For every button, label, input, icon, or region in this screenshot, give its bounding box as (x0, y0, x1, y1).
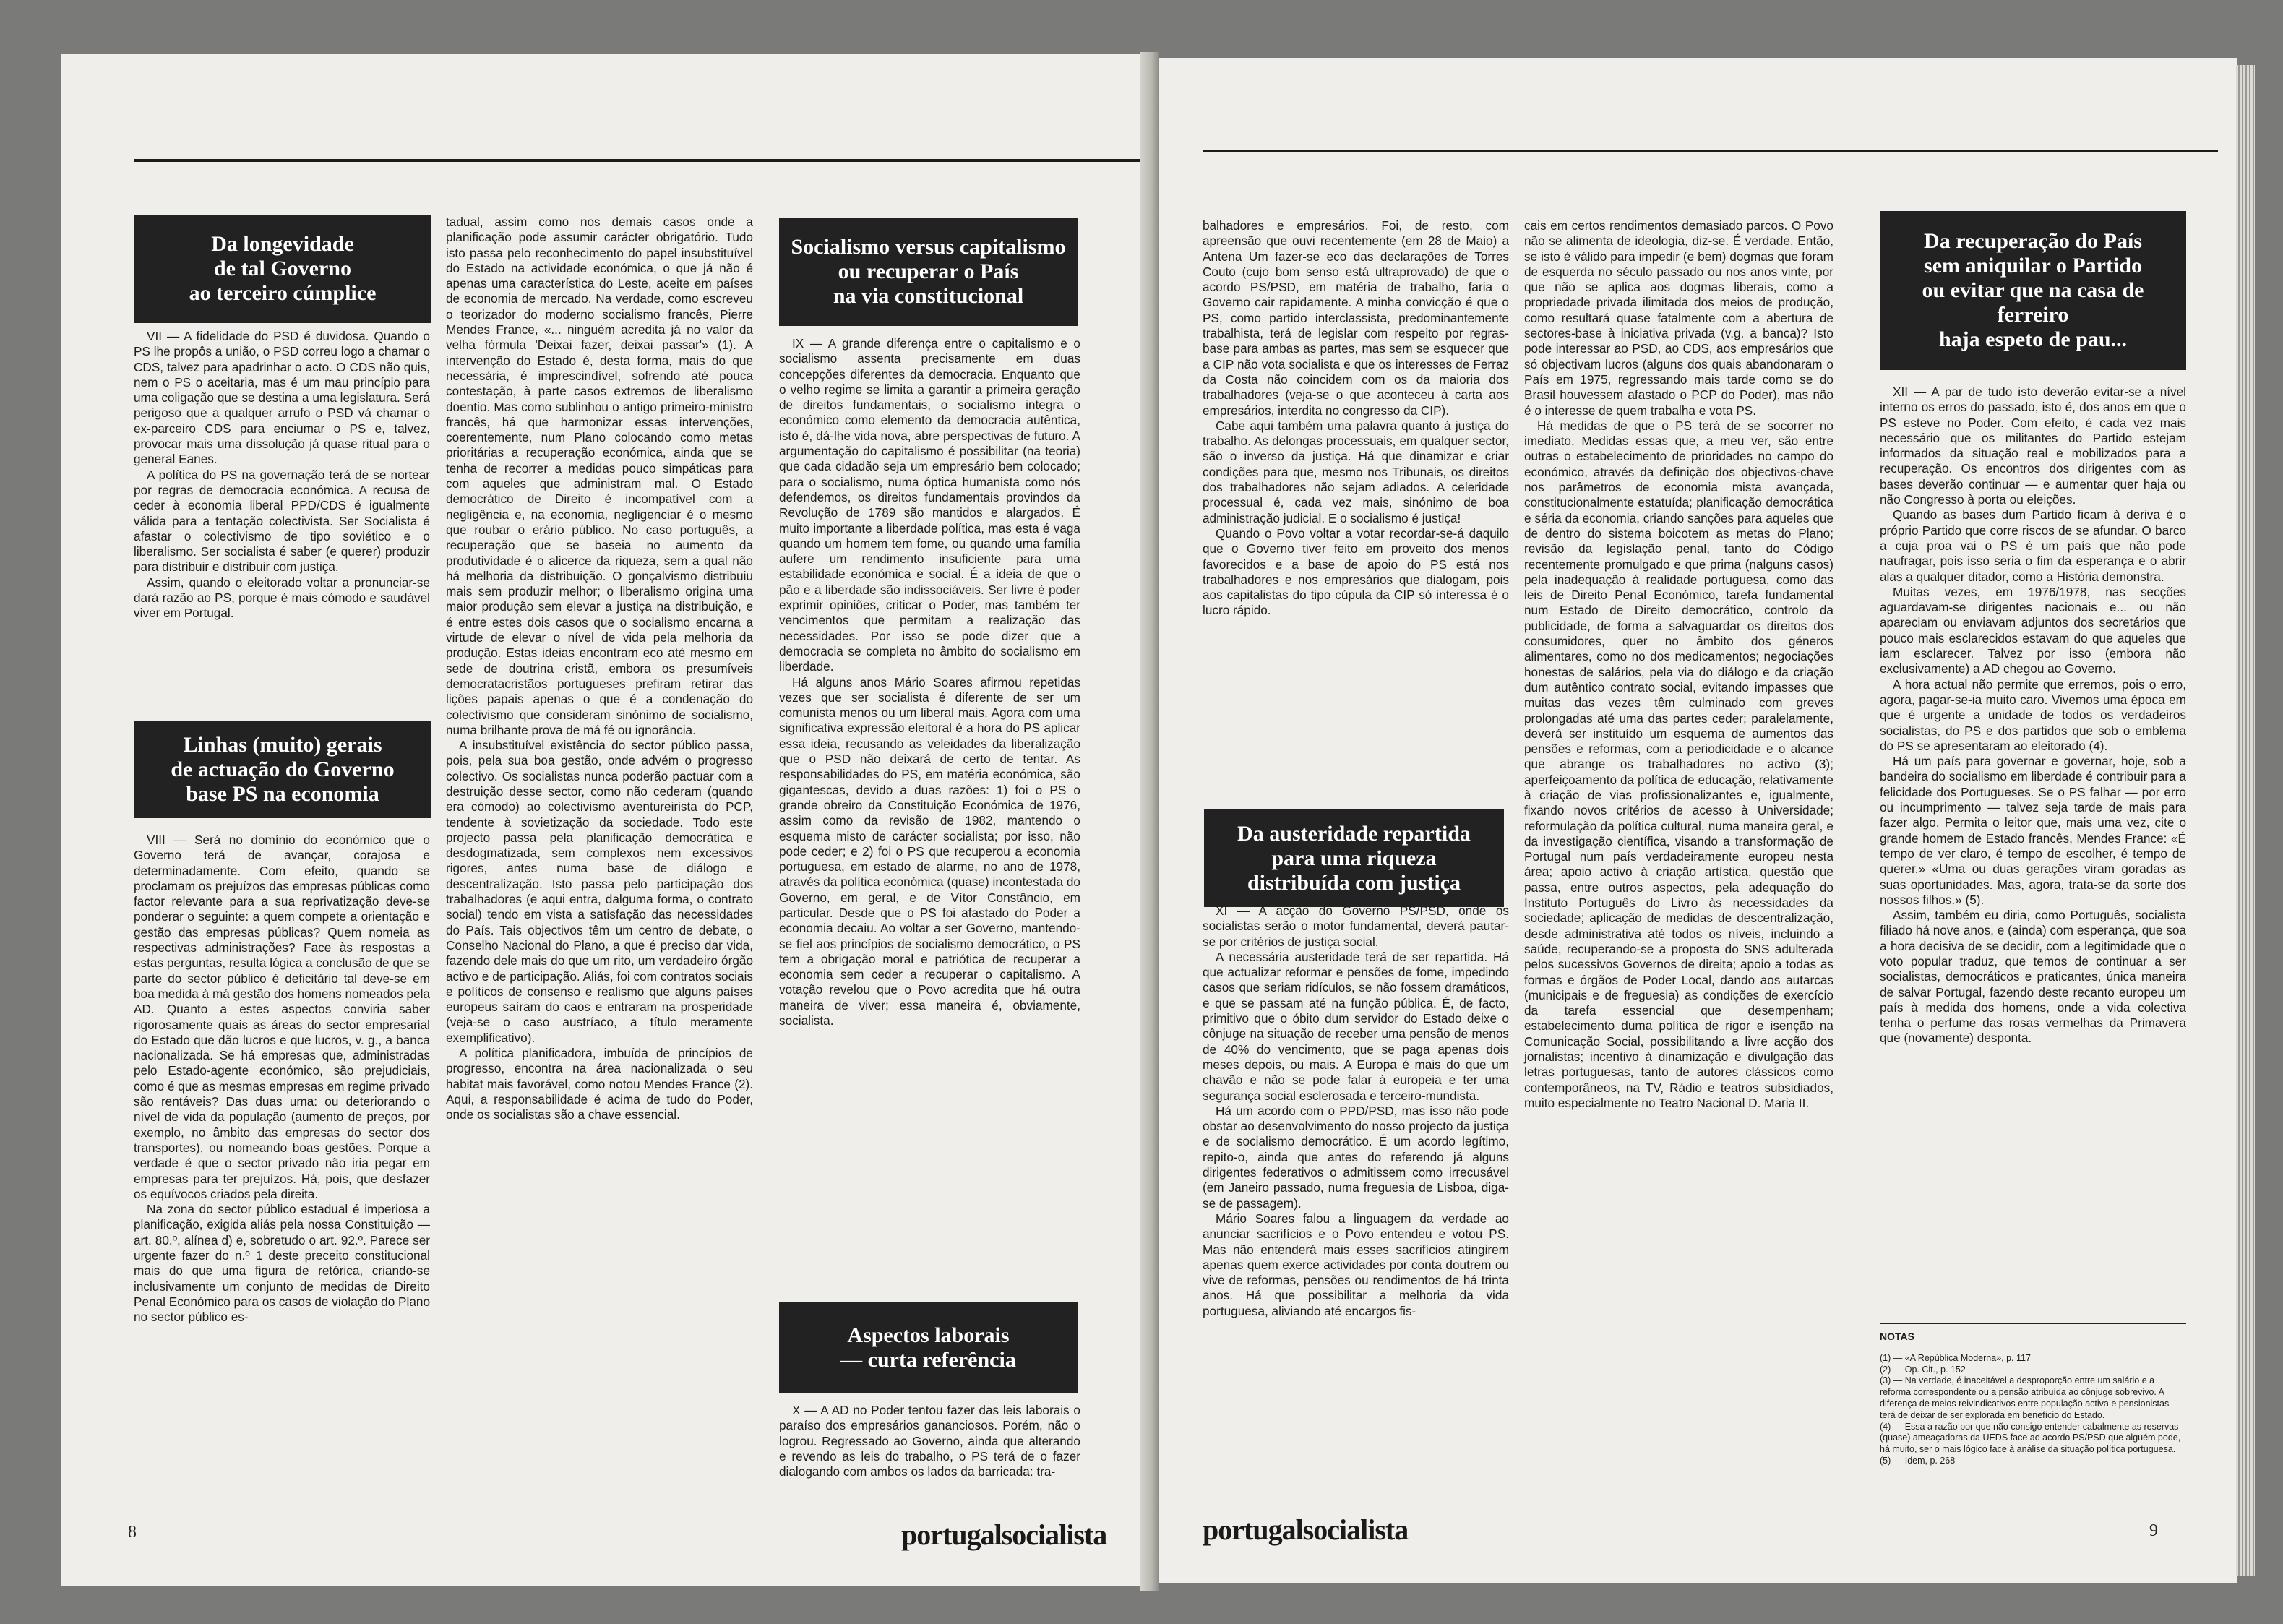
paragraph: balhadores e empresários. Foi, de resto, com apreensão que ouvi recentemente (em 28 de Maio) a Antena Um fazer-se eco das declarações de Torres Couto (cujo bom senso está ultraprovado) de que o acordo PS/PSD, em matéria de trabalho, faria o Governo cair rapidamente. A minha convicção é que o PS, como partido interclassista, predominantemente trabalhista, terá de legislar com respeito por regras-base para ambas as partes, mas sem se esquecer que a CIP não vota socialista e que os interesses de Ferraz da Costa não coincidem com os da maioria dos trabalhadores (veja-se o que aconteceu à carta aos empresários, interdita no congresso da CIP). (1203, 218, 1509, 418)
note-item: (2) — Op. Cit., p. 152 (1880, 1364, 1966, 1375)
paragraph: tadual, assim como nos demais casos onde a planificação pode assumir carácter obrigatório. Tudo isto passa pelo reconhecimento do papel insubstituível do Estado na actividade económica, o que já não é apenas uma característica do Leste, aceite em países de economia de mercado. Na verdade, como escreveu o teorizador do moderno socialismo francês, Pierre Mendes France, «... ninguém acredita já no valor da velha fórmula 'Deixai fazer, deixai passar'» (1). A intervenção do Estado é, desta forma, mais do que necessária, é imprescindível, sofrendo até pouca contestação, à parte casos extremos de liberalismo doentio. Mas como sublinhou o antigo primeiro-ministro francês, há que harmonizar essas intervenções, coerentemente, num Plano colocando como metas prioritárias a recuperação económica, ainda que se tenha de recorrer a medidas pouco simpáticas para com aqueles que administram mal. O Estado democrático de Direito é incompatível com a negligência e, na economia, negligenciar é o mesmo que roubar o erário público. No caso português, a recuperação que se baseia no aumento da produtividade é o alicerce da riqueza, sem a qual não há melhoria da distribuição. O gonçalvismo distribuiu mais sem produzir melhor; o liberalismo origina uma maior produção sem elevar a justiça na distribuição, e é entre estes dois casos que o socialismo encarna a virtude de elevar o nível de vida pela melhoria da produção. Estas ideias encontram eco até mesmo em sede de doutrina cristã, embora os presumíveis democratacristãos portugueses prefiram retirar das lições papais apenas o que é a condenação do colectivismo que consideram sinónimo de socialismo, numa brilhante prova de má fé ou ignorância. (446, 215, 753, 737)
paragraph: Muitas vezes, em 1976/1978, nas secções aguardavam-se dirigentes nacionais e... ou não apareciam ou enviavam adjuntos dos secretários que pouco mais esclarecidos estavam do que aqueles que iam esclarecer. Talvez por isso (embora não exclusivamente) a AD chegou ao Governo. (1880, 584, 2186, 676)
paragraph: Há um país para governar e governar, hoje, sob a bandeira do socialismo em liberdade é contribuir para a felicidade dos Portugueses. Se o PS falhar — por erro ou incumprimento — talvez seja tarde de mais para fazer algo. Permita o leitor que, mais uma vez, cite o grande homem de Estado francês, Mendes France: «É tempo de ver claro, é tempo de escolher, é tempo de querer.» «Uma ou duas gerações viram goradas as suas oportunidades. Mas, agora, trata-se da sorte dos nossos filhos.» (5). (1880, 754, 2186, 907)
paragraph: Há medidas de que o PS terá de se socorrer no imediato. Medidas essas que, a meu ver, são entre outras o estabelecimento de prioridades no campo do económico, através da definição dos objectivos-chave nos parâmetros de economia mista avançada, constitucionalmente estatuída; planificação democrática e séria da economia, criando sanções para aqueles que de dentro do sistema boicotem as metas do Plano; revisão da legislação penal, tanto do Código recentemente promulgado e que prima (nalguns casos) pela inadequação à realidade portuguesa, como das leis de Direito Penal Económico, tarefa fundamental num Estado de Direito democrático, controlo da publicidade, de forma a salvaguardar os direitos dos consumidores, quer no âmbito dos géneros alimentares, como no dos medicamentos; negociações honestas de salários, pela via do diálogo e da criação dum autêntico contrato social, evitando impasses que muitas das vezes têm culminado com greves prolongadas até uma das partes ceder; paralelamente, deverá ser instituído um esquema de aumentos das pensões e reformas, com a periodicidade e o alcance que abrange os trabalhadores no activo (3); aperfeiçoamento da política de educação, relativamente à criação de vias profissionalizantes e, igualmente, fixando novos critérios de acesso à Universidade; reformulação da política cultural, numa maneira geral, e da investigação científica, visando a transformação de Portugal num país verdadeiramente europeu nesta área; apoio activo à criação artística, questão que passa, entre outros aspectos, pela adequação do Instituto Português do Livro às necessidades da sociedade; aplicação de medidas de descentralização, desde administrativa até todos os níveis, incluindo a saúde, recuperando-se a proposta do SNS adulterada pelos sucessivos Governos de direita; apoio a todas as formas e órgãos de Poder Local, dando aos autarcas (municipais e de freguesia) as condições de exercício da tarefa essencial que desempenham; estabelecimento duma política de rigor e isenção na Comunicação Social, possibilitando a livre acção dos jornalistas; incentivo à dinamização e divulgação das letras portuguesas, tanto de autores clássicos como contemporâneos, na TV, Rádio e teatros subsidiados, muito especialmente no Teatro Nacional D. Maria II. (1524, 418, 1833, 1110)
paragraph: Mário Soares falou a linguagem da verdade ao anunciar sacrifícios e o Povo entendeu e votou PS. Mas não entenderá mais esses sacrifícios atingirem apenas quem exerce actividades por conta doutrem ou vive de reformas, pensões ou rendimentos de há trinta anos. Há que possibilitar a melhoria da vida portuguesa, aliviando até encargos fis- (1203, 1211, 1509, 1318)
headline-line: de actuação do Governo (171, 757, 395, 781)
headline-box-linhas-gerais (134, 721, 431, 818)
right-page (1153, 58, 2237, 1583)
note-item: (4) — Essa a razão por que não consigo entender cabalmente as reservas (quase) ameaçadoras da UEDS face ao acordo PS/PSD que alguém pode, há muito, ser o mais lógico face à análise da situação política portuguesa. (1880, 1421, 2181, 1455)
headline-box-socialismo-capitalismo (779, 218, 1078, 326)
top-rule (134, 159, 1148, 162)
notes-section (1880, 1331, 2186, 1467)
headline-line: — curta referência (840, 1347, 1016, 1372)
headline-line: base PS na economia (186, 781, 379, 806)
masthead: portugalsocialista (1203, 1513, 1409, 1546)
paragraph: A política do PS na governação terá de se nortear por regras de democracia económica. A recusa de ceder à economia liberal PPD/CDS é igualmente válida para a tentação colectivista. Ser Socialista é afastar o colectivismo de tipo soviético e o liberalismo. Ser socialista é saber (e querer) produzir para distribuir e distribuir com justiça. (134, 467, 430, 575)
article-column (1203, 218, 1509, 840)
headline-line: de tal Governo (214, 257, 351, 280)
notes-divider (1880, 1323, 2186, 1324)
paragraph: Cabe aqui também uma palavra quanto à justiça do trabalho. As delongas processuais, em qualquer sector, são o inverso da justiça. Há que dinamizar e criar condições para que, mesmo nos Tribunais, os direitos dos trabalhadores não sejam adiados. A celeridade processual é, cada vez mais, sinónimo de boa administração judicial. E o socialismo é justiça! (1203, 418, 1509, 525)
paragraph: cais em certos rendimentos demasiado parcos. O Povo não se alimenta de ideologia, diz-se. É verdade. Então, se isto é válido para impedir (e bem) dogmas que foram de esquerda no século passado ou nos anos vinte, por que não se aplica aos dogmas liberais, como a propriedade privada ilimitada dos meios de produção, como resultará quase fatalmente com a abertura de sectores-base à iniciativa privada (v.g. a banca)? Isto pode interessar ao PSD, ao CDS, aos empresários que só objectivam lucros (alguns dos quais abandonaram o País em 1975, regressando mais tarde como se do Brasil houvessem afastado o PCP do Poder), mas não é o interesse de quem trabalha e vota PS. (1524, 218, 1833, 418)
paragraph: Há alguns anos Mário Soares afirmou repetidas vezes que ser socialista é diferente de ser um comunista menos ou um liberal mais. Agora com uma significativa expressão eleitoral é a hora do PS aplicar essa ideia, recusando as veleidades da liberalização que o PSD não deixará de certo de tentar. As responsabilidades do PS, em matéria económica, são gigantescas, devido a duas razões: 1) foi o PS o grande obreiro da Constituição Económica de 1976, assim como da revisão de 1982, mantendo o esquema misto de carácter socialista; por isso, não pode ceder; e 2) foi o PS que recuperou a economia portuguesa, em estado de alarme, no ano de 1978, através da política económica (quase) incontestada do Governo, em geral, e de Vítor Constâncio, em particular. Desde que o PS foi afastado do Poder a economia decaiu. Ao voltar a ser Governo, mantendo-se fiel aos princípios de socialismo democrático, o PS tem a obrigação moral e patriótica de recuperar a economia sem ceder a recuperar o capitalismo. A votação revelou que o Povo acredita que há outra maneira de viver; essa maneira é, obviamente, socialista. (779, 674, 1080, 1028)
article-column (779, 1403, 1080, 1526)
headline-line: Linhas (muito) gerais (183, 732, 382, 757)
paragraph: Quando as bases dum Partido ficam à deriva é o próprio Partido que corre riscos de se afundar. O barco a cuja proa vai o PS é um país que não pode naufragar, pois isso seria o fim da esperança e o abrir alas a qualquer ditador, como a História demonstra. (1880, 507, 2186, 584)
headline-line: ou evitar que na casa de (1922, 278, 2144, 302)
paragraph: Assim, também eu diria, como Português, socialista filiado há nove anos, e (ainda) com esperança, que soa a hora decisiva de se decidir, com a legitimidade que o voto popular traduz, que temos de continuar a ser socialistas, democráticos e praticantes, única maneira de salvar Portugal, fazendo deste recanto europeu um país à medida dos homens, onde a vida colectiva tenha o perfume das rosas vermelhas da Primavera que (novamente) desponta. (1880, 908, 2186, 1046)
headline-line: ferreiro (1997, 303, 2069, 327)
masthead: portugalsocialista (901, 1518, 1107, 1551)
headline-line: haja espeto de pau... (1938, 327, 2128, 351)
paragraph: A necessária austeridade terá de ser repartida. Há que actualizar reformar e pensões de fome, impedindo casos que seriam ridículos, se não fossem dramáticos, e que se passam até na função pública. É, de facto, primitivo que o óbito dum servidor do Estado deixe o cônjuge na situação de receber uma pensão de menos de 40% do vencimento, que se paga apenas dois meses depois, ou mais. A Europa é mais do que um chavão e não se pode falar à europeia e ter uma segurança social esclerosada e terceiro-mundista. (1203, 949, 1509, 1103)
paragraph: IX — A grande diferença entre o capitalismo e o socialismo assenta precisamente em duas concepções diferentes da democracia. Enquanto que o velho regime se limita a garantir a primeira geração de direitos fundamentais, o socialismo integra o económico como elemento da democracia autêntica, isto é, dá-lhe vida nova, abre perspectivas de futuro. A argumentação do capitalismo é possibilitar (na teoria) que cada cidadão seja um empresário bem colocado; para o socialismo, numa óptica humanista como nós defendemos, os direitos fundamentais provindos da Revolução de 1789 são mantidos e alargados. É muito importante a liberdade política, mas esta é vaga quando um homem tem fome, ou quando uma família aufere um rendimento insuficiente para uma estabilidade económica e social. É a ideia de que o pão e a liberdade são indissociáveis. Ser livre é poder exprimir opiniões, criticar o Poder, mas também ter vencimentos que permitam a realização das necessidades. Por isso se pode dizer que a democracia se completa no âmbito do socialismo em liberdade. (779, 336, 1080, 674)
page-edges (2236, 65, 2255, 1576)
top-rule (1203, 150, 2218, 152)
paragraph: Há um acordo com o PPD/PSD, mas isso não pode obstar ao desenvolvimento do nosso projecto da justiça e de socialismo democrático. É um acordo legítimo, repito-o, ainda que antes do referendo já alguns dirigentes federativos o admitissem como irrecusável (em Janeiro passado, numa freguesia de Lisboa, diga-se de passagem). (1203, 1103, 1509, 1211)
headline-line: distribuída com justiça (1247, 870, 1461, 895)
paragraph: VIII — Será no domínio do económico que o Governo terá de avançar, corajosa e determinadamente. Com efeito, quando se proclamam os prejuízos das empresas públicas como factor relevante para a sua reprivatização deve-se ponderar o seguinte: a quem compete a orientação e gestão das empresas públicas? Quem nomeia as respectivas administrações? Face às respostas a estas perguntas, resulta lógica a conclusão de que se parte do sector público é deficitário tal deve-se em boa medida à má gestão dos homens nomeados pela AD. Quanto a estes aspectos conviria saber rigorosamente quais as áreas do sector empresarial do Estado que dão lucros e que lucros, v. g., a banca nacionalizada. Se há empresas que, administradas pelo Estado-agente económico, são prejudiciais, como é que as mesmas empresas em regime privado são rentáveis? Das duas uma: ou deteriorando o nível de vida da população (aumento de preços, por exemplo, no âmbito das empresas do sector dos transportes), ou nomeando boas gestões. Porque a verdade é que o sector privado não iria pegar em empresas para ter prejuízos. Há, pois, que desfazer os equívocos criados pela direita. (134, 833, 430, 1201)
headline-line: sem aniquilar o Partido (1924, 254, 2142, 278)
headline-line: Da austeridade repartida (1237, 821, 1471, 846)
article-column (446, 215, 753, 1523)
headline-line: Da recuperação do País (1924, 229, 2142, 253)
article-column (1880, 384, 2186, 1367)
page-number: 9 (2149, 1521, 2158, 1540)
headline-line: Da longevidade (211, 232, 354, 256)
paragraph: XII — A par de tudo isto deverão evitar-se a nível interno os erros do passado, isto é, dos anos em que o PS esteve no Poder. Com efeito, é cada vez mais necessário que os militantes do Partido estejam informados da situação real e mobilizados para a recuperação. Os encontros dos dirigentes com as bases deverão continuar — e aumentar quer haja ou não Congresso à porta ou eleições. (1880, 384, 2186, 507)
paragraph: XI — A acção do Governo PS/PSD, onde os socialistas serão o motor fundamental, deverá pautar-se por critérios de justiça social. (1203, 903, 1509, 949)
article-column (134, 329, 430, 762)
headline-line: ao terceiro cúmplice (189, 281, 377, 305)
article-column (1203, 903, 1509, 1532)
paragraph: Assim, quando o eleitorado voltar a pronunciar-se dará razão ao PS, porque é mais cómodo e saudável viver em Portugal. (134, 575, 430, 621)
headline-box-austeridade (1204, 809, 1504, 907)
article-column (779, 336, 1080, 1326)
paragraph: Na zona do sector público estadual é imperiosa a planificação, exigida aliás pela nossa Constituição — art. 80.º, alínea d) e, sobretudo o art. 92.º. Parece ser urgente fazer do n.º 1 deste preceito constitucional mais do que uma figura de retórica, criando-se inclusivamente um conjunto de medidas de Direito Penal Económico para os casos de violação do Plano no sector público es- (134, 1202, 430, 1325)
headline-box-aspectos-laborais (779, 1302, 1078, 1393)
headline-line: ou recuperar o País (838, 259, 1019, 283)
note-item: (3) — Na verdade, é inaceitável a desproporção entre um salário e a reforma correspondente ou a pensão atribuída ao cônjuge sobrevivo. A diferença de meios reivindicativos entre população activa e pensionistas terá de deixar de ser explorada em benefício do Estado. (1880, 1375, 2170, 1420)
paragraph: VII — A fidelidade do PSD é duvidosa. Quando o PS lhe propôs a união, o PSD correu logo a chamar o CDS, talvez para apadrinhar o acto. O CDS não quis, nem o PS o aceitaria, mas é um mau princípio para uma coligação que se destina a uma legislatura. Será perigoso que a qualquer arrufo o PSD vá chamar o ex-parceiro CDS para enciumar o PS e, talvez, provocar mais uma dissolução já quase ritual para o general Eanes. (134, 329, 430, 467)
paragraph: X — A AD no Poder tentou fazer das leis laborais o paraíso dos empresários gananciosos. Porém, não o logrou. Regressado ao Governo, ainda que alterando e revendo as leis do trabalho, o PS terá de o fazer dialogando com ambos os lados da barricada: tra- (779, 1403, 1080, 1479)
headline-line: Aspectos laborais (847, 1323, 1010, 1347)
headline-line: na via constitucional (833, 284, 1024, 308)
page-number: 8 (128, 1523, 137, 1542)
note-item: (5) — Idem, p. 268 (1880, 1455, 1956, 1466)
headline-line: para uma riqueza (1271, 846, 1437, 870)
paragraph: A hora actual não permite que erremos, pois o erro, agora, pagar-se-ia muito caro. Vivemos uma época em que é urgente a unidade de todos os verdadeiros socialistas, do PS e dos partidos que sob o emblema do PS se apresentaram ao eleitorado (4). (1880, 676, 2186, 753)
headline-box-recuperacao (1880, 211, 2186, 370)
note-item: (1) — «A República Moderna», p. 117 (1880, 1352, 2031, 1363)
headline-box-longevidade (134, 215, 431, 323)
article-column (134, 833, 430, 1523)
notes-title: NOTAS (1880, 1331, 1914, 1342)
spine-gutter (1140, 52, 1159, 1591)
paragraph: A política planificadora, imbuída de princípios de progresso, encontra na área nacionalizada o seu habitat mais favorável, como notou Mendes France (2). Aqui, a responsabilidade é acima de tudo do Poder, onde os socialistas são a chave essencial. (446, 1046, 753, 1122)
article-column (1524, 218, 1833, 1534)
headline-line: Socialismo versus capitalismo (791, 235, 1066, 259)
paragraph: Quando o Povo voltar a votar recordar-se-á daquilo que o Governo tiver feito em proveito dos menos favorecidos e a base de apoio do PS está nos trabalhadores e nos empresários que dialogam, pois aos capitalistas do tipo cúpula da CIP só interessa é o lucro rápido. (1203, 525, 1509, 618)
left-page (61, 54, 1156, 1586)
paragraph: A insubstituível existência do sector público passa, pois, pela sua boa gestão, onde advém o progresso colectivo. Os socialistas nunca poderão pactuar com a destruição desse sector, como não cederam (quando era cómodo) ao colectivismo aventureirista do PCP, tendente à sovietização da sociedade. Todo este projecto passa pela planificação democrática e desdogmatizada, sem complexos nem excessivos rigores, antes numa base de diálogo e descentralização. Isto passa pelo participação dos trabalhadores (e aqui entra, dalguma forma, o contrato social) tendo em vista a satisfação das necessidades do País. Tais objectivos têm um centro de debate, o Conselho Nacional do Plano, a que é preciso dar vida, fazendo dele mais do que um rito, um verdadeiro órgão activo e de participação. Aliás, foi com contratos sociais e políticos de consenso e realismo que alguns países europeus saíram do caos e entraram na prosperidade (veja-se o caso austríaco, a título meramente exemplificativo). (446, 738, 753, 1045)
